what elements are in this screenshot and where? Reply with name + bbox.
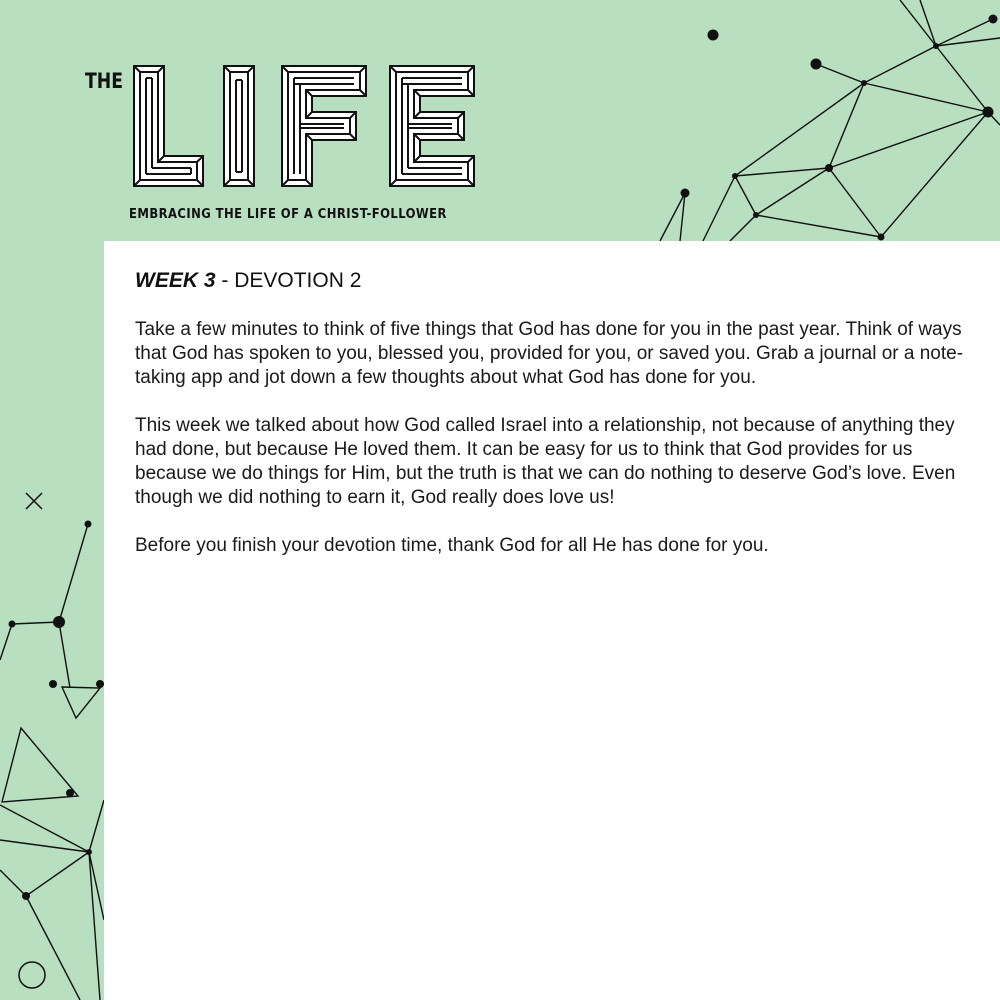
- logo-letter-e: [390, 66, 474, 186]
- devotion-panel: [104, 241, 1000, 1000]
- devotion-label: DEVOTION 2: [234, 269, 362, 292]
- logo-prefix: THE: [85, 69, 123, 93]
- logo-letter-l: [134, 66, 203, 186]
- devotion-paragraph: Take a few minutes to think of five things that God has done for you in the past year. Think of ways that God has spoken to you, blessed you, provided for you, or saved you. Grab a journal or a note-taking app and jot down a few thoughts about what God has done for you.: [135, 319, 964, 388]
- logo-title: LIFE: [80, 60, 83, 61]
- heading-separator: -: [215, 269, 235, 292]
- x-mark-icon: [26, 493, 42, 509]
- logo-letter-i: [224, 66, 254, 186]
- circle-icon: [19, 962, 45, 988]
- devotion-paragraph: This week we talked about how God called Israel into a relationship, not because of anything they had done, but because He loved them. It can be easy for us to think that God provides for us because we do things for Him, but the truth is that we can do nothing to deserve God’s love. Even though we did nothing to earn it, God really does love us!: [135, 415, 956, 508]
- constellation-network-left: [0, 524, 104, 1000]
- the-life-logo: [80, 60, 490, 195]
- devotion-paragraph: Before you finish your devotion time, thank God for all He has done for you.: [135, 535, 769, 556]
- week-label: WEEK 3: [135, 269, 216, 292]
- logo-tagline: EMBRACING THE LIFE OF A CHRIST-FOLLOWER: [129, 206, 447, 222]
- constellation-nodes-top-right: [681, 15, 998, 241]
- logo-letter-f: [282, 66, 366, 186]
- devotion-heading: [135, 269, 361, 293]
